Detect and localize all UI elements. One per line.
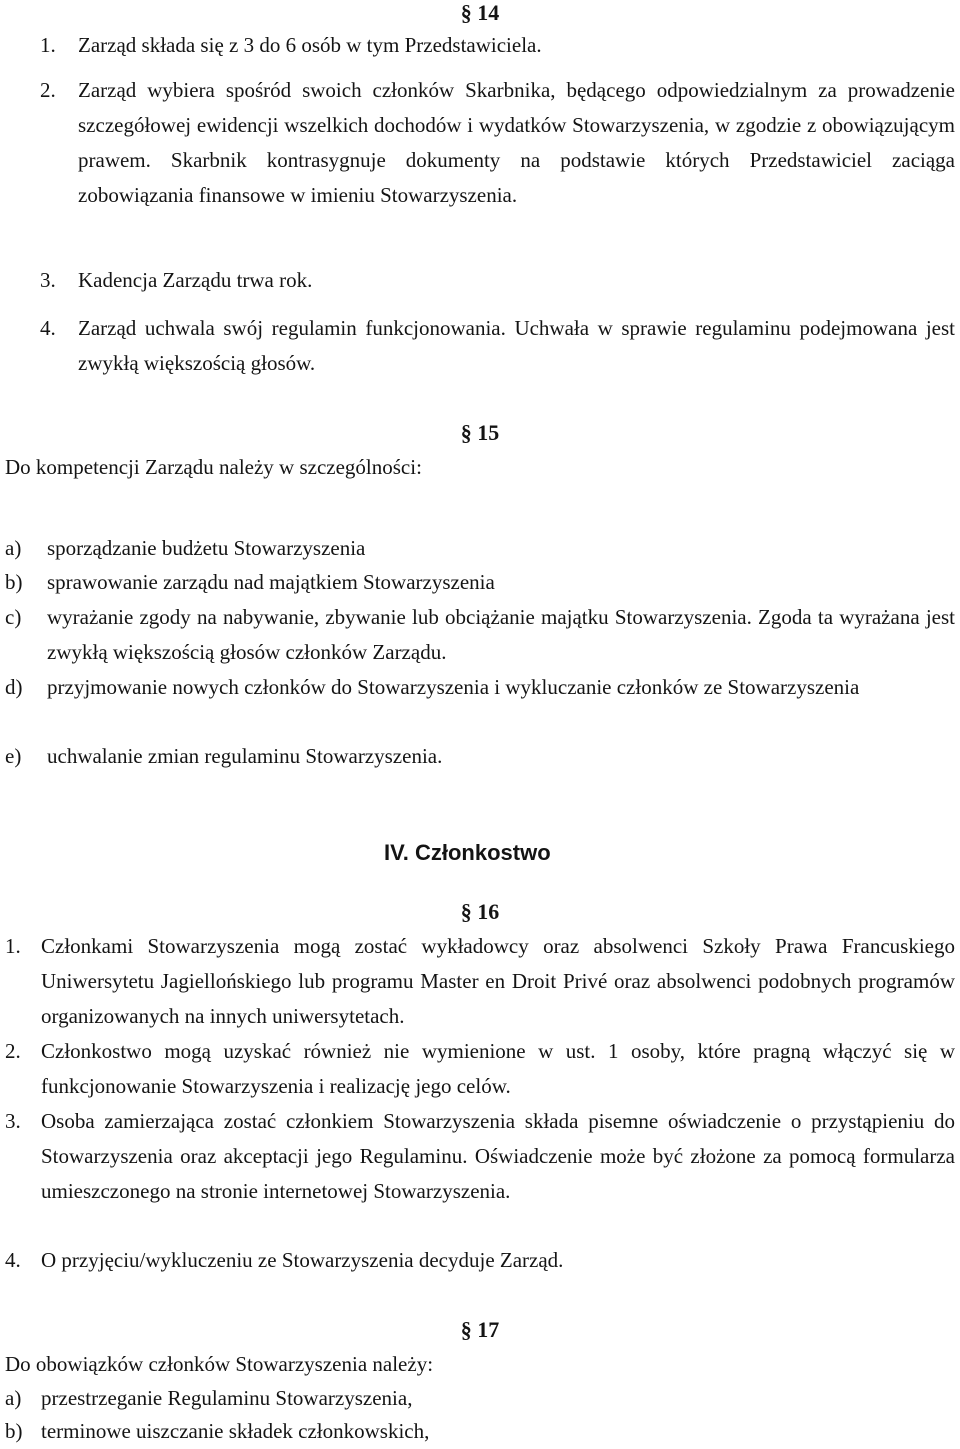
item-text: Zarząd uchwala swój regulamin funkcjonowania. Uchwała w sprawie regulaminu podejmowana jest zwykłą większością głosów. <box>78 316 955 375</box>
section-17-item-a <box>5 1381 955 1416</box>
section-14-item-1 <box>40 28 960 63</box>
item-letter: a) <box>5 536 22 560</box>
item-number: 4. <box>5 1248 21 1272</box>
item-number: 1. <box>5 934 21 958</box>
section-15-item-b <box>5 565 955 600</box>
item-number: 1. <box>40 33 56 57</box>
item-number: 4. <box>40 316 56 340</box>
item-text: Zarząd wybiera spośród swoich członków Skarbnika, będącego odpowiedzialnym za prowadzenie szczegółowej ewidencji wszelkich dochodów i wydatków Stowarzyszenia, w zgodzie z obowiązującym prawem. Skarbnik kontrasygnuje dokumenty na podstawie których Przedstawiciel zaciąga zobowiązania finansowe w imieniu Stowarzyszenia. <box>78 78 955 207</box>
section-14-item-4 <box>40 311 955 381</box>
item-text: sprawowanie zarządu nad majątkiem Stowarzyszenia <box>47 570 495 594</box>
item-text: O przyjęciu/wykluczeniu ze Stowarzyszenia decyduje Zarząd. <box>41 1248 564 1272</box>
item-letter: d) <box>5 675 23 699</box>
item-text: przyjmowanie nowych członków do Stowarzyszenia i wykluczanie członków ze Stowarzyszenia <box>47 675 860 699</box>
section-14-item-3 <box>40 263 955 298</box>
section-16-item-1 <box>5 929 955 1034</box>
item-text: Kadencja Zarządu trwa rok. <box>78 268 313 292</box>
item-text: Zarząd składa się z 3 do 6 osób w tym Przedstawiciela. <box>78 33 542 57</box>
item-letter: b) <box>5 1419 23 1443</box>
section-15-intro: Do kompetencji Zarządu należy w szczególności: <box>5 455 422 479</box>
section-15-heading: § 15 <box>460 420 500 445</box>
item-letter: b) <box>5 570 23 594</box>
item-text: przestrzeganie Regulaminu Stowarzyszenia, <box>41 1386 413 1410</box>
item-text: Członkami Stowarzyszenia mogą zostać wykładowcy oraz absolwenci Szkoły Prawa Francuskiego Uniwersytetu Jagiellońskiego lub programu Master en Droit Privé oraz absolwenci podobnych programów organizowanych na innych uniwersytetach. <box>41 934 955 1028</box>
section-15-item-e <box>5 739 955 774</box>
item-number: 2. <box>40 78 56 102</box>
item-number: 2. <box>5 1039 21 1063</box>
item-text: terminowe uiszczanie składek członkowskich, <box>41 1419 430 1443</box>
section-17-heading: § 17 <box>460 1317 500 1342</box>
section-15-item-a <box>5 531 955 566</box>
section-14-heading: § 14 <box>460 0 500 25</box>
item-number: 3. <box>40 268 56 292</box>
section-17-intro: Do obowiązków członków Stowarzyszenia należy: <box>5 1352 434 1376</box>
item-letter: a) <box>5 1386 22 1410</box>
item-letter: c) <box>5 605 22 629</box>
section-16-item-2 <box>5 1034 955 1104</box>
section-14-item-2 <box>40 73 955 213</box>
item-text: Członkostwo mogą uzyskać również nie wymienione w ust. 1 osoby, które pragną włączyć się w funkcjonowanie Stowarzyszenia i realizację jego celów. <box>41 1039 955 1098</box>
item-letter: e) <box>5 744 22 768</box>
item-text: uchwalanie zmian regulaminu Stowarzyszenia. <box>47 744 443 768</box>
section-16-item-4 <box>5 1243 955 1278</box>
item-number: 3. <box>5 1109 21 1133</box>
section-17-item-b <box>5 1414 955 1449</box>
item-text: Osoba zamierzająca zostać członkiem Stowarzyszenia składa pisemne oświadczenie o przystąpieniu do Stowarzyszenia oraz akceptacji jego Regulaminu. Oświadczenie może być złożone za pomocą formularza umieszczonego na stronie internetowej Stowarzyszenia. <box>41 1109 955 1203</box>
section-16-item-3 <box>5 1104 955 1209</box>
section-16-heading: § 16 <box>460 899 500 924</box>
item-text: sporządzanie budżetu Stowarzyszenia <box>47 536 366 560</box>
chapter-heading: IV. Członkostwo <box>384 840 551 865</box>
item-text: wyrażanie zgody na nabywanie, zbywanie lub obciążanie majątku Stowarzyszenia. Zgoda ta wyrażana jest zwykłą większością głosów członków Zarządu. <box>47 605 955 664</box>
section-15-item-d <box>5 670 955 705</box>
section-15-item-c <box>5 600 955 670</box>
